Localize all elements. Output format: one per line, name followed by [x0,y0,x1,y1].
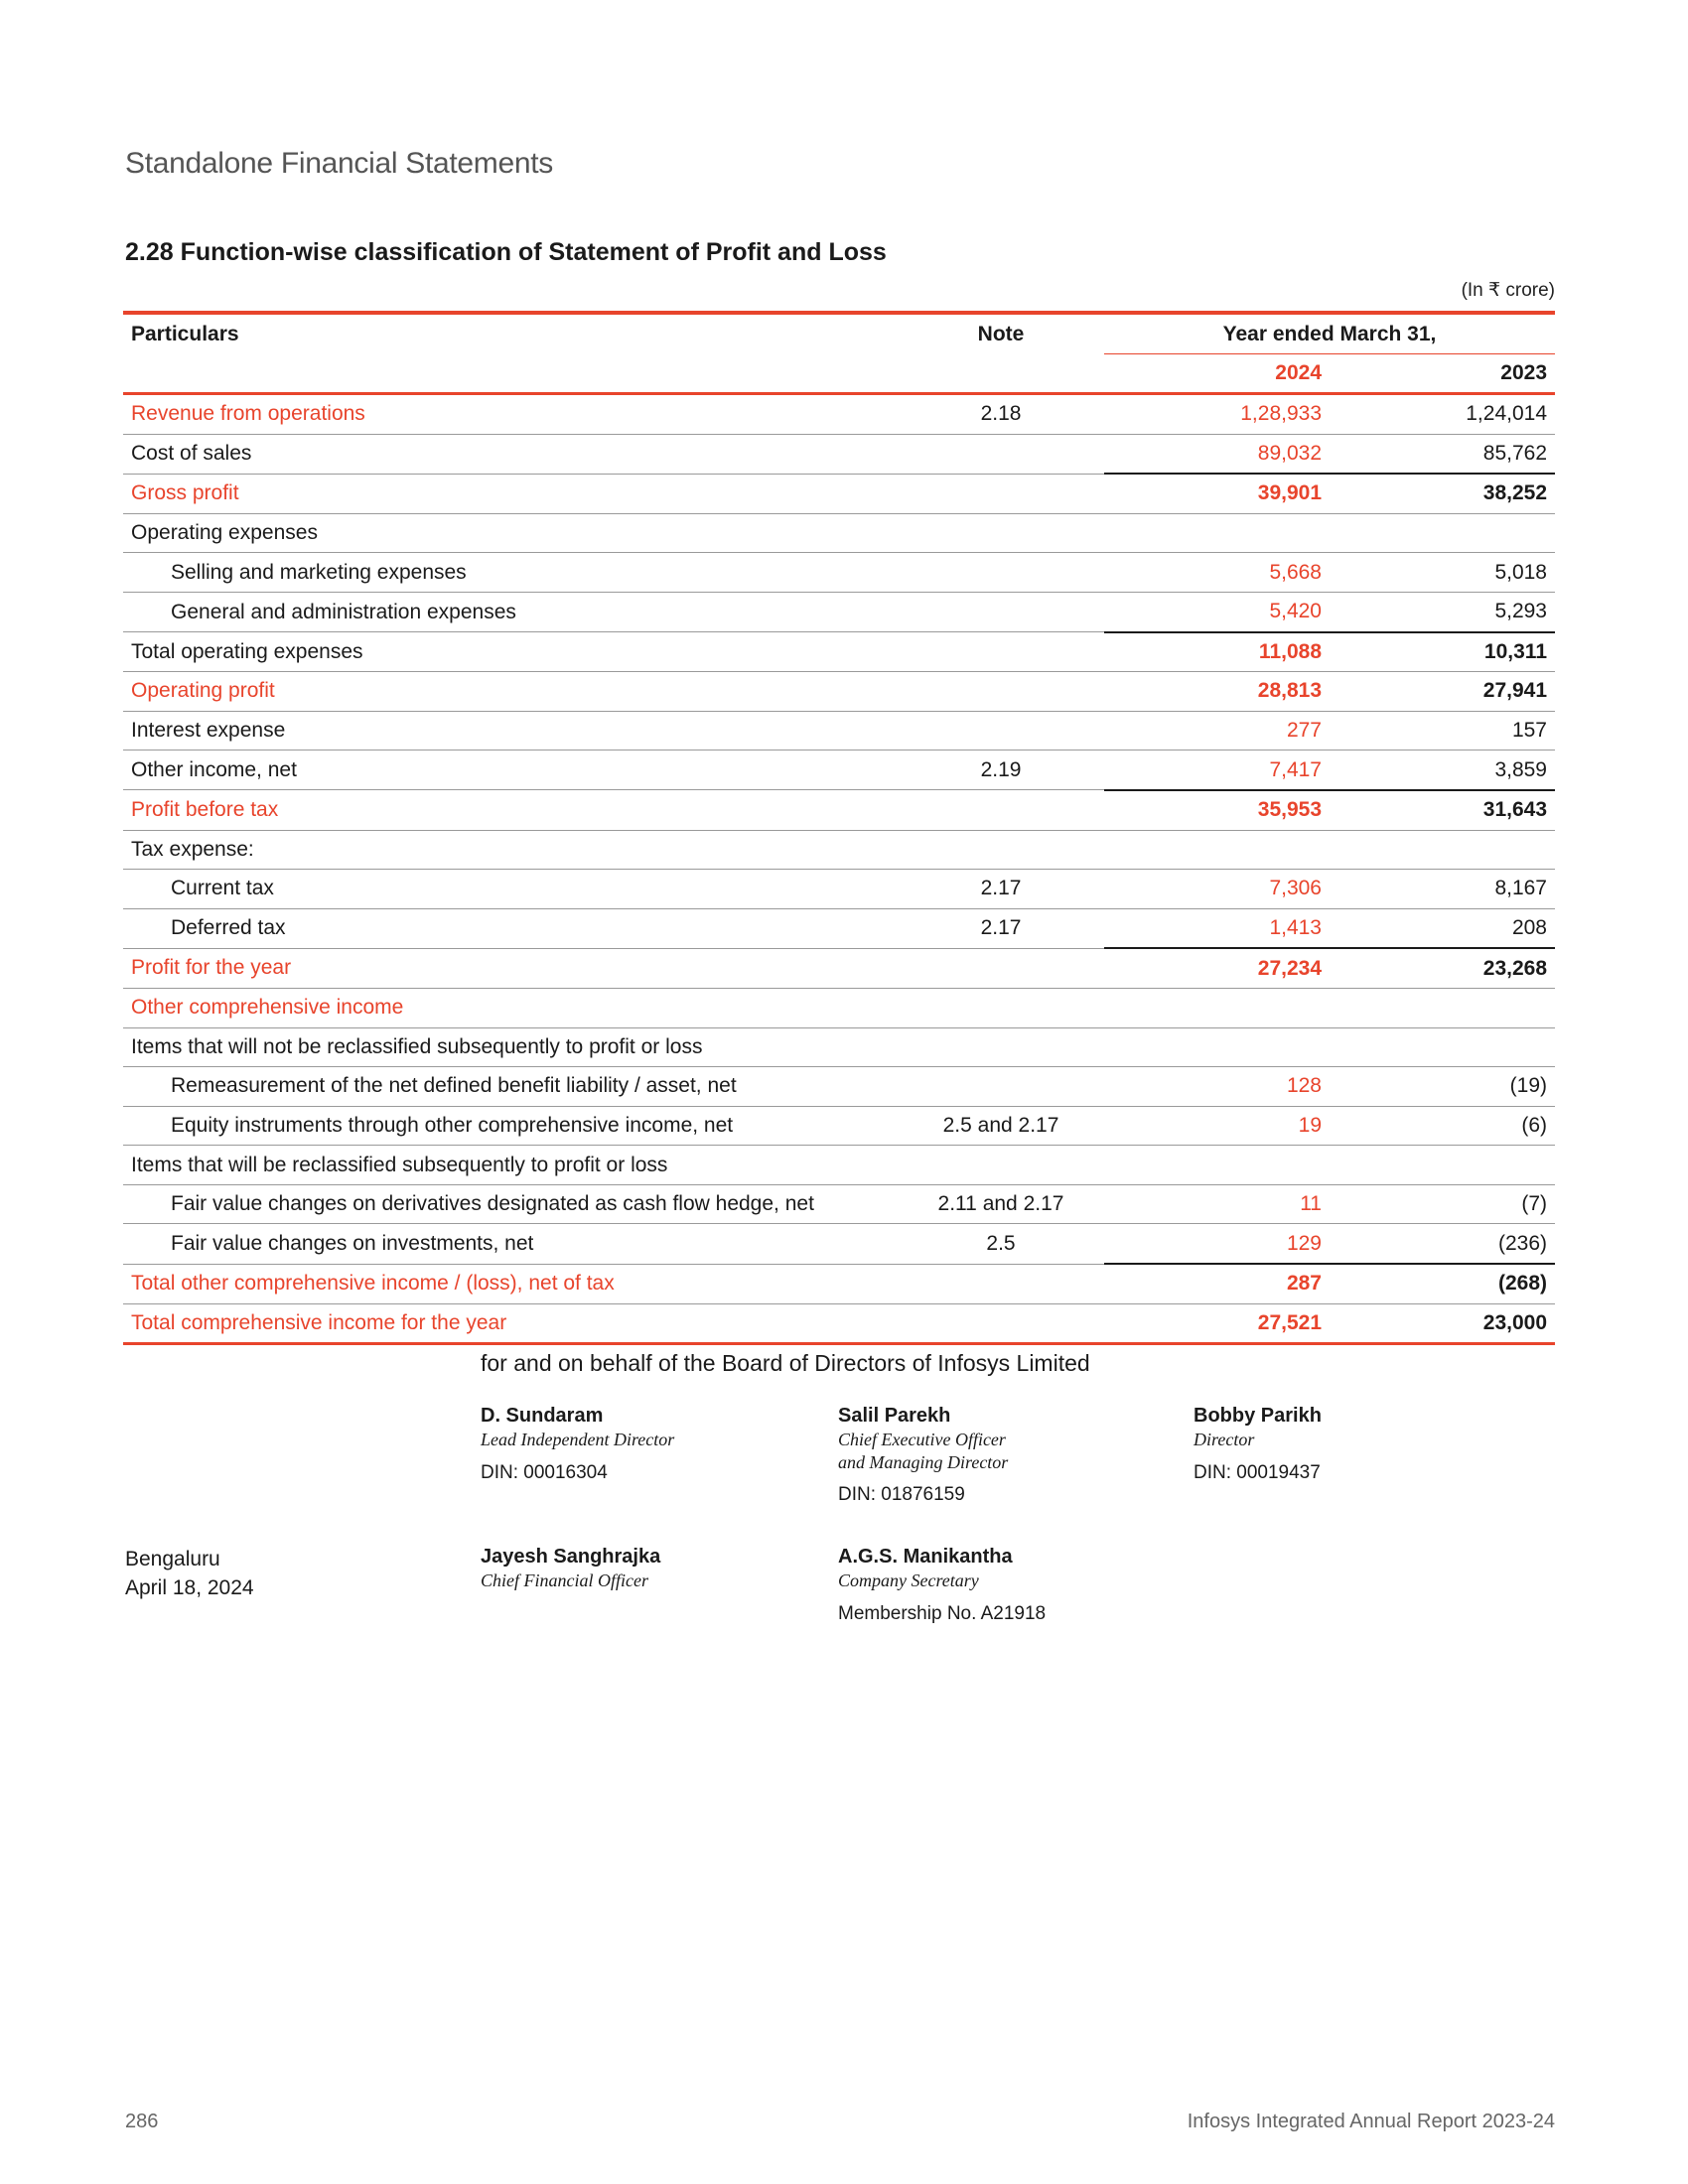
row-note: 2.18 [898,394,1104,435]
row-reclassified-heading [123,1146,1555,1185]
signatory-name: D. Sundaram [481,1405,604,1427]
unit-label: (In ₹ crore) [1461,280,1555,301]
value-2023: 208 [1330,908,1555,948]
row-label: Total other comprehensive income / (loss), net of tax [123,1264,898,1303]
row-label: Other income, net [123,751,898,790]
row-not-reclassified-heading [123,1027,1555,1067]
value-2024: 1,413 [1104,908,1330,948]
col-note: Note [898,313,1104,354]
table-year-row [123,354,1555,394]
row-note [898,948,1104,988]
value-2024: 1,28,933 [1104,394,1330,435]
value-2024: 129 [1104,1224,1330,1264]
signatory-name: A.G.S. Manikantha [838,1546,1013,1568]
row-total-operating-expenses [123,632,1555,672]
row-note: 2.17 [898,870,1104,909]
signatory-name: Jayesh Sanghrajka [481,1546,661,1568]
board-line: for and on behalf of the Board of Directors of Infosys Limited [481,1350,1090,1376]
value-2023: (19) [1330,1067,1555,1107]
value-2023: 1,24,014 [1330,394,1555,435]
signatory-sanghrajka [481,1545,660,1592]
row-label: Equity instruments through other comprehensive income, net [123,1106,898,1146]
value-2023: 31,643 [1330,790,1555,830]
row-label: Other comprehensive income [123,988,898,1027]
signatory-din: DIN: 00019437 [1194,1461,1321,1483]
value-2023: (6) [1330,1106,1555,1146]
col-year-2023: 2023 [1330,354,1555,394]
value-2023: 157 [1330,711,1555,751]
row-other-income [123,751,1555,790]
signatory-parikh [1194,1404,1322,1484]
value-2024: 28,813 [1104,672,1330,712]
value-2024: 11 [1104,1184,1330,1224]
row-note: 2.19 [898,751,1104,790]
row-equity-instruments [123,1106,1555,1146]
value-2023: 38,252 [1330,474,1555,513]
row-gross-profit [123,474,1555,513]
row-note: 2.5 and 2.17 [898,1106,1104,1146]
value-2024: 11,088 [1104,632,1330,672]
row-note [898,1264,1104,1303]
row-operating-profit [123,672,1555,712]
signatory-din: DIN: 00016304 [481,1461,608,1483]
signatory-role-line2: and Managing Director [838,1451,1009,1472]
value-2023: 23,000 [1330,1303,1555,1344]
row-note [898,434,1104,474]
row-total-oci [123,1264,1555,1303]
value-2023: 23,268 [1330,948,1555,988]
signatory-din: DIN: 01876159 [838,1484,965,1505]
value-2023: 27,941 [1330,672,1555,712]
report-title: Infosys Integrated Annual Report 2023-24 [1187,2111,1555,2132]
note-title: 2.28 Function-wise classification of Statement of Profit and Loss [125,238,887,266]
place-date [125,1545,254,1603]
row-interest-expense [123,711,1555,751]
row-tax-expense-heading [123,830,1555,870]
signatory-manikantha [838,1545,1046,1625]
row-label: General and administration expenses [123,592,898,631]
row-selling-marketing [123,553,1555,593]
row-label: Remeasurement of the net defined benefit liability / asset, net [123,1067,898,1107]
row-label: Profit before tax [123,790,898,830]
row-cost-of-sales [123,434,1555,474]
signatory-membership: Membership No. A21918 [838,1602,1047,1624]
row-label: Revenue from operations [123,394,898,435]
place: Bengaluru [125,1548,220,1570]
page-number: 286 [125,2111,159,2132]
row-label: Deferred tax [123,908,898,948]
value-2024: 19 [1104,1106,1330,1146]
signatory-role: Lead Independent Director [481,1430,675,1449]
row-profit-for-year [123,948,1555,988]
row-note [898,1303,1104,1344]
value-2024: 7,306 [1104,870,1330,909]
row-label: Tax expense: [123,830,898,870]
row-label: Total operating expenses [123,632,898,672]
row-general-admin [123,592,1555,631]
row-total-comprehensive-income [123,1303,1555,1344]
value-2023: 3,859 [1330,751,1555,790]
row-note [898,632,1104,672]
date: April 18, 2024 [125,1576,254,1600]
table-header-row [123,313,1555,354]
row-note [898,790,1104,830]
value-2023: 85,762 [1330,434,1555,474]
row-current-tax [123,870,1555,909]
row-label: Fair value changes on derivatives designated as cash flow hedge, net [123,1184,898,1224]
value-2024: 89,032 [1104,434,1330,474]
value-2023: (7) [1330,1184,1555,1224]
row-note: 2.11 and 2.17 [898,1184,1104,1224]
row-note [898,1067,1104,1107]
value-2023: 10,311 [1330,632,1555,672]
col-year-group: Year ended March 31, [1104,313,1555,354]
value-2024: 287 [1104,1264,1330,1303]
value-2023: (236) [1330,1224,1555,1264]
value-2024: 27,234 [1104,948,1330,988]
row-note [898,553,1104,593]
value-2024: 27,521 [1104,1303,1330,1344]
signatory-sundaram [481,1404,674,1484]
row-note [898,711,1104,751]
signatory-role: Director [1194,1430,1255,1449]
signatory-parekh [838,1404,1008,1507]
row-deferred-tax [123,908,1555,948]
row-label: Items that will be reclassified subsequently to profit or loss [123,1146,898,1185]
value-2023: 5,293 [1330,592,1555,631]
row-note [898,672,1104,712]
row-label: Cost of sales [123,434,898,474]
value-2024: 5,420 [1104,592,1330,631]
value-2023: (268) [1330,1264,1555,1303]
signatory-role: Chief Executive Officer [838,1430,1006,1449]
row-fv-investments [123,1224,1555,1264]
row-fv-derivatives [123,1184,1555,1224]
row-remeasurement [123,1067,1555,1107]
row-note: 2.17 [898,908,1104,948]
row-label: Items that will not be reclassified subsequently to profit or loss [123,1027,898,1067]
value-2024: 128 [1104,1067,1330,1107]
row-label: Interest expense [123,711,898,751]
row-label: Profit for the year [123,948,898,988]
row-label: Operating expenses [123,513,898,553]
col-particulars: Particulars [123,313,898,354]
value-2024: 5,668 [1104,553,1330,593]
value-2023: 5,018 [1330,553,1555,593]
signatory-role: Company Secretary [838,1570,979,1590]
row-label: Selling and marketing expenses [123,553,898,593]
value-2024: 35,953 [1104,790,1330,830]
row-note [898,592,1104,631]
row-oci-heading [123,988,1555,1027]
value-2024: 39,901 [1104,474,1330,513]
row-label: Current tax [123,870,898,909]
value-2024: 7,417 [1104,751,1330,790]
row-note [898,474,1104,513]
value-2023: 8,167 [1330,870,1555,909]
value-2024: 277 [1104,711,1330,751]
row-profit-before-tax [123,790,1555,830]
signatory-role: Chief Financial Officer [481,1570,648,1590]
profit-loss-table [123,311,1555,1345]
row-label: Fair value changes on investments, net [123,1224,898,1264]
row-label: Operating profit [123,672,898,712]
col-year-2024: 2024 [1104,354,1330,394]
row-note: 2.5 [898,1224,1104,1264]
row-label: Gross profit [123,474,898,513]
signatory-name: Bobby Parikh [1194,1405,1322,1427]
row-operating-expenses-heading [123,513,1555,553]
section-title: Standalone Financial Statements [125,147,553,180]
row-revenue [123,394,1555,435]
signatory-name: Salil Parekh [838,1405,951,1427]
row-label: Total comprehensive income for the year [123,1303,898,1344]
